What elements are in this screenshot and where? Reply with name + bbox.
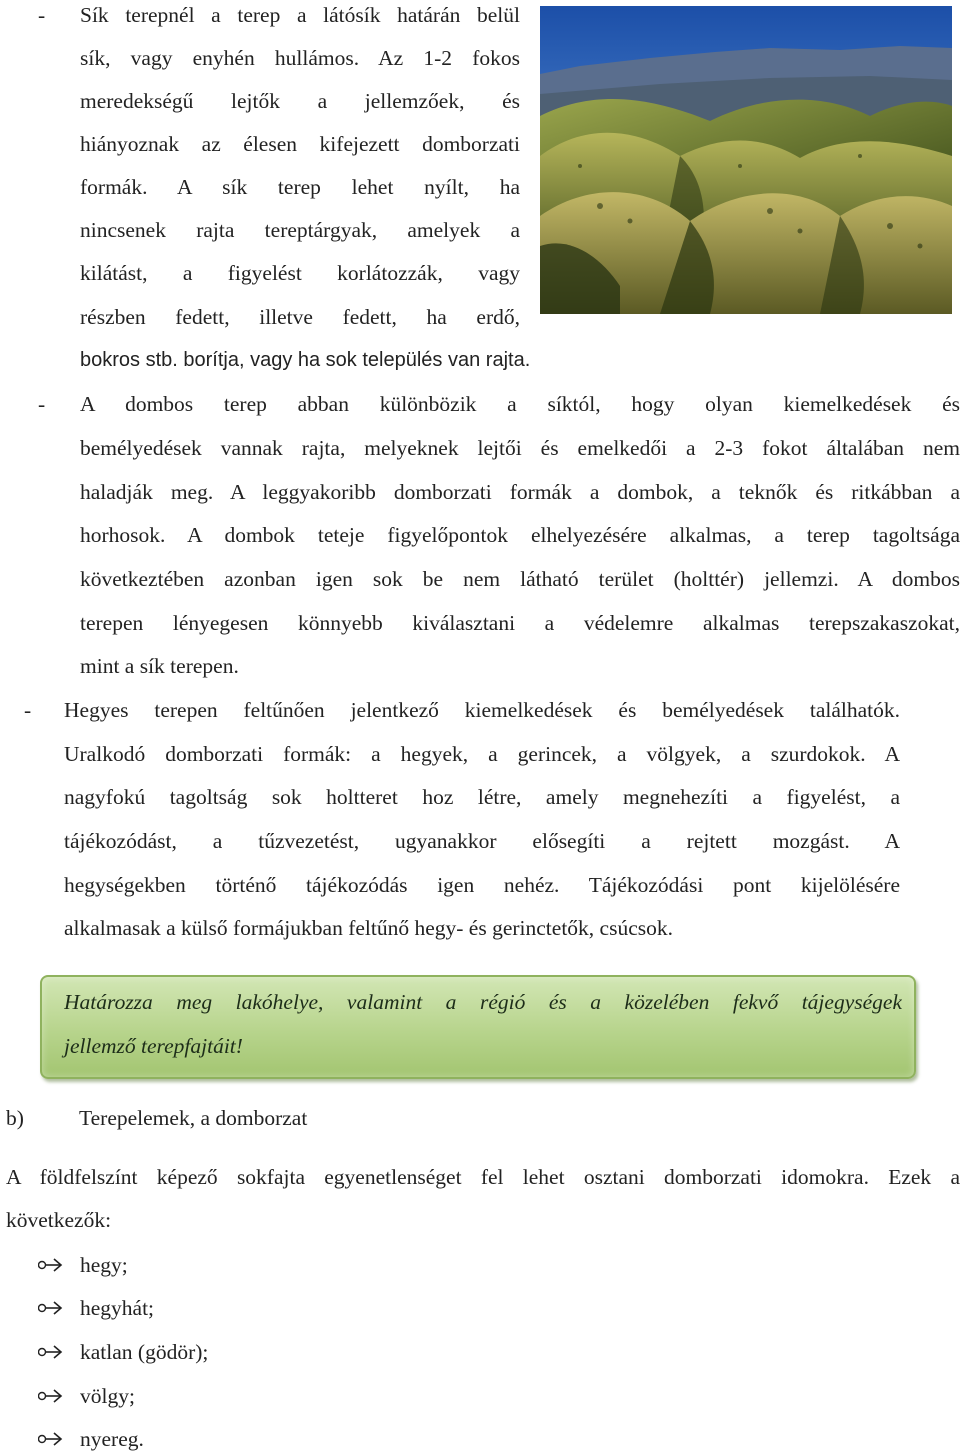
text-line: mint a sík terepen.: [80, 654, 239, 678]
text-line: bemélyedések vannak rajta, melyeknek lejtői és emelkedői a 2-3 fokot általában nem: [80, 436, 960, 460]
task-text-line: Határozza meg lakóhelye, valamint a régió és a közelében fekvő tájegységek: [64, 990, 902, 1014]
text-line: meredekségű lejtők a jellemzőek, és: [80, 89, 520, 113]
text-line: bokros stb. borítja, vagy ha sok település van rajta.: [80, 349, 531, 371]
text-line: nagyfokú tagoltság sok holtteret hoz létre, amely megnehezíti a figyelést, a: [64, 785, 900, 809]
list-item-label: katlan (gödör);: [80, 1340, 209, 1364]
list-dash: -: [38, 3, 46, 27]
hills-landscape-illustration: [540, 6, 952, 314]
text-line: formák. A sík terep lehet nyílt, ha: [80, 175, 520, 199]
text-line: következők:: [6, 1208, 112, 1232]
text-line: Hegyes terepen feltűnően jelentkező kiemelkedések és bemélyedések találhatók.: [64, 698, 900, 722]
arrow-right-icon: [38, 1255, 64, 1275]
arrow-right-icon: [38, 1342, 64, 1362]
task-text-line: jellemző terepfajtáit!: [64, 1034, 243, 1058]
text-line: nincsenek rajta tereptárgyak, amelyek a: [80, 218, 520, 242]
list-item-label: hegy;: [80, 1253, 128, 1277]
text-line: A dombos terep abban különbözik a síktól, hogy olyan kiemelkedések és: [80, 392, 960, 416]
subsection-marker: b): [6, 1106, 24, 1130]
text-line: alkalmasak a külső formájukban feltűnő hegy- és gerinctetők, csúcsok.: [64, 916, 673, 940]
arrow-right-icon: [38, 1386, 64, 1406]
subsection-title: Terepelemek, a domborzat: [79, 1106, 308, 1130]
task-callout-box: [40, 975, 916, 1079]
text-line: következtében azonban igen sok be nem látható terület (holttér) jellemzi. A dombos: [80, 567, 960, 591]
text-line: kilátást, a figyelést korlátozzák, vagy: [80, 261, 520, 285]
text-line: haladják meg. A leggyakoribb domborzati formák a dombok, a teknők és ritkábban a: [80, 480, 960, 504]
list-item-label: hegyhát;: [80, 1296, 155, 1320]
text-line: hegységekben történő tájékozódás igen nehéz. Tájékozódási pont kijelölésére: [64, 873, 900, 897]
text-line: Uralkodó domborzati formák: a hegyek, a gerincek, a völgyek, a szurdokok. A: [64, 742, 900, 766]
arrow-right-icon: [38, 1298, 64, 1318]
list-item-label: nyereg.: [80, 1427, 144, 1451]
hills-landscape-photo: [540, 6, 952, 314]
text-line: sík, vagy enyhén hullámos. Az 1-2 fokos: [80, 46, 520, 70]
arrow-right-icon: [38, 1429, 64, 1449]
list-dash: -: [38, 392, 46, 416]
text-line: terepen lényegesen könnyebb kiválasztani a védelemre alkalmas terepszakaszokat,: [80, 611, 960, 635]
text-line: A földfelszínt képező sokfajta egyenetlenséget fel lehet osztani domborzati idomokra. Ezek a: [6, 1165, 960, 1189]
list-item-label: völgy;: [80, 1384, 135, 1408]
text-line: részben fedett, illetve fedett, ha erdő,: [80, 305, 520, 329]
text-line: hiányoznak az élesen kifejezett domborzati: [80, 132, 520, 156]
text-line: tájékozódást, a tűzvezetést, ugyanakkor elősegíti a rejtett mozgást. A: [64, 829, 900, 853]
list-dash: -: [24, 698, 32, 722]
text-line: Sík terepnél a terep a látósík határán belül: [80, 3, 520, 27]
text-line: horhosok. A dombok teteje figyelőpontok elhelyezésére alkalmas, a terep tagoltsága: [80, 523, 960, 547]
